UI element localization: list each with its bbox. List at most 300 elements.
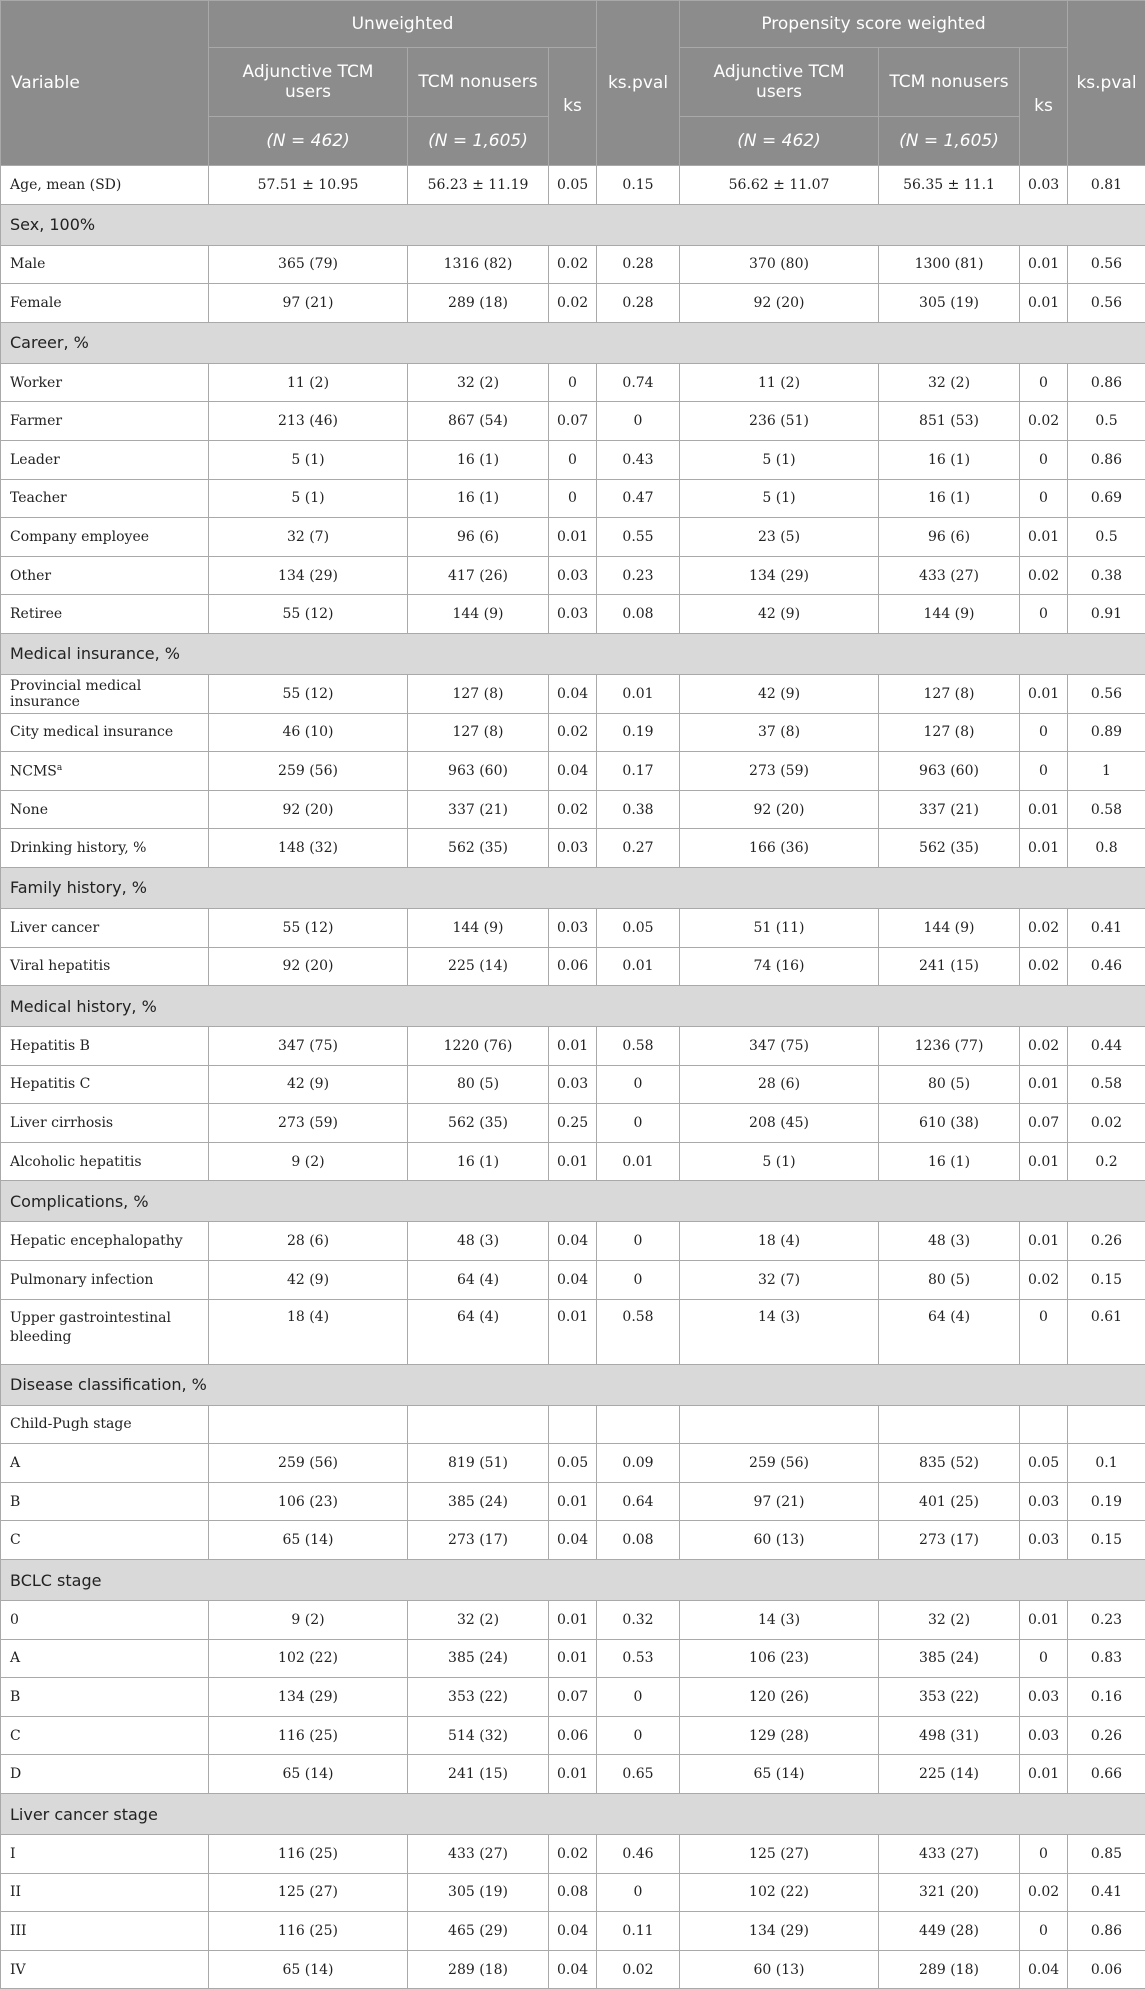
- cell-kspval-unweighted: 0.43: [597, 440, 680, 479]
- table-row: [1, 556, 1145, 595]
- cell-ks-weighted: 0.01: [1020, 674, 1068, 713]
- cell-kspval-weighted: 0.81: [1068, 166, 1145, 205]
- cell-users-weighted: 23 (5): [680, 518, 879, 557]
- table-row: [1, 1104, 1145, 1143]
- cell-kspval-weighted: 0.58: [1068, 1065, 1145, 1104]
- row-label: NCMS: [10, 763, 57, 779]
- cell-nonusers-unweighted: 289 (18): [408, 284, 549, 323]
- header-n-nonusers-weighted: (N = 1,605): [879, 117, 1020, 166]
- section-label: Disease classification, %: [1, 1364, 1145, 1405]
- row-label-cell: [1, 245, 209, 284]
- cell-kspval-unweighted: 0.32: [597, 1601, 680, 1640]
- cell-users-weighted: 92 (20): [680, 790, 879, 829]
- cell-ks-unweighted: 0.02: [549, 790, 597, 829]
- cell-nonusers-weighted: 401 (25): [879, 1482, 1020, 1521]
- cell-ks-unweighted: 0.01: [549, 1027, 597, 1066]
- cell-kspval-weighted: 0.56: [1068, 245, 1145, 284]
- row-label-cell: [1, 479, 209, 518]
- row-label: Alcoholic hepatitis: [10, 1154, 142, 1170]
- cell-nonusers-unweighted: 64 (4): [408, 1299, 549, 1364]
- row-label-cell: [1, 1027, 209, 1066]
- cell-nonusers-unweighted: 16 (1): [408, 1142, 549, 1181]
- cell-users-unweighted: 347 (75): [209, 1027, 408, 1066]
- cell-kspval-weighted: 0.41: [1068, 1873, 1145, 1912]
- cell-nonusers-weighted: 32 (2): [879, 363, 1020, 402]
- cell-ks-unweighted: 0.04: [549, 1261, 597, 1300]
- row-label-cell: [1, 440, 209, 479]
- cell-kspval-unweighted: 0.58: [597, 1027, 680, 1066]
- cell-nonusers-weighted: 385 (24): [879, 1639, 1020, 1678]
- table-row: [1, 1835, 1145, 1874]
- cell-ks-unweighted: 0.03: [549, 1065, 597, 1104]
- cell-kspval-unweighted: [597, 1405, 680, 1444]
- cell-kspval-unweighted: 0.05: [597, 908, 680, 947]
- table-row: [1, 829, 1145, 868]
- section-label: Sex, 100%: [1, 204, 1145, 245]
- cell-kspval-unweighted: 0: [597, 1873, 680, 1912]
- cell-ks-weighted: 0.03: [1020, 1482, 1068, 1521]
- row-label: Female: [10, 295, 62, 311]
- cell-users-unweighted: 102 (22): [209, 1639, 408, 1678]
- cell-nonusers-weighted: 851 (53): [879, 402, 1020, 441]
- cell-nonusers-unweighted: 241 (15): [408, 1755, 549, 1794]
- cell-nonusers-weighted: 80 (5): [879, 1261, 1020, 1300]
- row-label: Drinking history, %: [10, 840, 146, 856]
- cell-kspval-unweighted: 0.02: [597, 1950, 680, 1989]
- cell-users-weighted: 28 (6): [680, 1065, 879, 1104]
- cell-ks-weighted: 0.01: [1020, 1065, 1068, 1104]
- cell-ks-weighted: 0: [1020, 440, 1068, 479]
- cell-users-unweighted: 148 (32): [209, 829, 408, 868]
- table-row: [1, 1142, 1145, 1181]
- cell-ks-weighted: 0.02: [1020, 1027, 1068, 1066]
- section-row: [1, 986, 1145, 1027]
- section-label: BCLC stage: [1, 1560, 1145, 1601]
- cell-users-unweighted: 97 (21): [209, 284, 408, 323]
- row-label-cell: [1, 1716, 209, 1755]
- cell-kspval-weighted: 0.61: [1068, 1299, 1145, 1364]
- cell-nonusers-weighted: 1236 (77): [879, 1027, 1020, 1066]
- cell-kspval-weighted: 0.44: [1068, 1027, 1145, 1066]
- table-row: [1, 1873, 1145, 1912]
- cell-kspval-unweighted: 0.19: [597, 713, 680, 752]
- section-label: Family history, %: [1, 867, 1145, 908]
- cell-nonusers-weighted: 32 (2): [879, 1601, 1020, 1640]
- table-row: [1, 245, 1145, 284]
- section-label: Medical insurance, %: [1, 633, 1145, 674]
- cell-ks-unweighted: 0.06: [549, 947, 597, 986]
- cell-ks-unweighted: 0.04: [549, 1950, 597, 1989]
- row-label-cell: [1, 1521, 209, 1560]
- row-label: Retiree: [10, 606, 62, 622]
- row-label-cell: [1, 1222, 209, 1261]
- cell-ks-weighted: 0.01: [1020, 829, 1068, 868]
- cell-ks-unweighted: 0: [549, 440, 597, 479]
- cell-ks-unweighted: 0.01: [549, 1299, 597, 1364]
- row-label-cell: [1, 1142, 209, 1181]
- cell-kspval-weighted: 0.46: [1068, 947, 1145, 986]
- section-label: Liver cancer stage: [1, 1794, 1145, 1835]
- header-nonusers-unweighted: TCM nonusers: [408, 48, 549, 117]
- table-row: [1, 166, 1145, 205]
- cell-kspval-weighted: 0.1: [1068, 1444, 1145, 1483]
- cell-kspval-unweighted: 0.01: [597, 674, 680, 713]
- cell-kspval-unweighted: 0.08: [597, 595, 680, 634]
- cell-users-unweighted: [209, 1405, 408, 1444]
- cell-nonusers-unweighted: 127 (8): [408, 713, 549, 752]
- cell-nonusers-weighted: 56.35 ± 11.1: [879, 166, 1020, 205]
- cell-ks-unweighted: 0.08: [549, 1873, 597, 1912]
- cell-ks-weighted: 0.02: [1020, 1873, 1068, 1912]
- cell-kspval-weighted: 0.26: [1068, 1716, 1145, 1755]
- cell-users-weighted: [680, 1405, 879, 1444]
- row-label: I: [10, 1846, 16, 1862]
- cell-users-unweighted: 116 (25): [209, 1716, 408, 1755]
- cell-nonusers-unweighted: 32 (2): [408, 1601, 549, 1640]
- table-row: [1, 1716, 1145, 1755]
- table-row: [1, 1912, 1145, 1951]
- cell-ks-unweighted: 0: [549, 363, 597, 402]
- cell-ks-unweighted: 0.03: [549, 829, 597, 868]
- row-label-cell: [1, 1912, 209, 1951]
- row-label: None: [10, 802, 48, 818]
- cell-users-weighted: 208 (45): [680, 1104, 879, 1143]
- table-row: [1, 1261, 1145, 1300]
- section-row: [1, 204, 1145, 245]
- table-row: [1, 479, 1145, 518]
- cell-nonusers-unweighted: 96 (6): [408, 518, 549, 557]
- cell-users-unweighted: 116 (25): [209, 1835, 408, 1874]
- cell-nonusers-weighted: 562 (35): [879, 829, 1020, 868]
- cell-ks-unweighted: 0.04: [549, 1521, 597, 1560]
- cell-kspval-unweighted: 0: [597, 1104, 680, 1143]
- cell-ks-unweighted: [549, 1405, 597, 1444]
- cell-users-weighted: 125 (27): [680, 1835, 879, 1874]
- row-label-cell: [1, 1639, 209, 1678]
- cell-ks-weighted: 0.01: [1020, 245, 1068, 284]
- row-label-cell: [1, 1065, 209, 1104]
- cell-kspval-weighted: 0.86: [1068, 1912, 1145, 1951]
- row-label-cell: [1, 284, 209, 323]
- table-row: [1, 1405, 1145, 1444]
- cell-ks-unweighted: 0: [549, 479, 597, 518]
- table-row: [1, 1299, 1145, 1364]
- cell-users-weighted: 134 (29): [680, 556, 879, 595]
- cell-nonusers-weighted: 80 (5): [879, 1065, 1020, 1104]
- cell-users-weighted: 5 (1): [680, 440, 879, 479]
- cell-ks-weighted: 0: [1020, 595, 1068, 634]
- cell-kspval-unweighted: 0.58: [597, 1299, 680, 1364]
- cell-kspval-weighted: 0.16: [1068, 1678, 1145, 1717]
- cell-kspval-unweighted: 0: [597, 1678, 680, 1717]
- cell-nonusers-unweighted: 417 (26): [408, 556, 549, 595]
- row-label-cell: [1, 363, 209, 402]
- cell-nonusers-weighted: 144 (9): [879, 595, 1020, 634]
- cell-nonusers-weighted: 835 (52): [879, 1444, 1020, 1483]
- section-label: Career, %: [1, 322, 1145, 363]
- cell-nonusers-unweighted: 64 (4): [408, 1261, 549, 1300]
- row-label-cell: [1, 908, 209, 947]
- row-label-cell: [1, 1482, 209, 1521]
- row-label-cell: [1, 752, 209, 791]
- cell-ks-weighted: 0.01: [1020, 518, 1068, 557]
- cell-kspval-weighted: 0.5: [1068, 518, 1145, 557]
- cell-kspval-weighted: 0.69: [1068, 479, 1145, 518]
- table-row: [1, 1222, 1145, 1261]
- row-label: Liver cancer: [10, 920, 99, 936]
- row-label: 0: [10, 1612, 19, 1628]
- header-ks-unweighted: ks: [549, 48, 597, 166]
- header-kspval-unweighted: ks.pval: [597, 1, 680, 166]
- cell-nonusers-weighted: 127 (8): [879, 674, 1020, 713]
- cell-users-weighted: 102 (22): [680, 1873, 879, 1912]
- section-row: [1, 633, 1145, 674]
- cell-ks-unweighted: 0.04: [549, 674, 597, 713]
- cell-users-weighted: 32 (7): [680, 1261, 879, 1300]
- cell-nonusers-weighted: 16 (1): [879, 1142, 1020, 1181]
- table-row: [1, 1027, 1145, 1066]
- row-label-cell: [1, 1405, 209, 1444]
- cell-nonusers-unweighted: 225 (14): [408, 947, 549, 986]
- cell-kspval-unweighted: 0.01: [597, 1142, 680, 1181]
- row-label-cell: [1, 829, 209, 868]
- row-label: D: [10, 1766, 21, 1782]
- cell-ks-unweighted: 0.02: [549, 713, 597, 752]
- cell-users-weighted: 259 (56): [680, 1444, 879, 1483]
- cell-kspval-unweighted: 0: [597, 1065, 680, 1104]
- cell-users-unweighted: 55 (12): [209, 674, 408, 713]
- cell-users-unweighted: 9 (2): [209, 1142, 408, 1181]
- cell-kspval-unweighted: 0.23: [597, 556, 680, 595]
- header-weighted: Propensity score weighted: [680, 1, 1068, 48]
- cell-users-weighted: 18 (4): [680, 1222, 879, 1261]
- cell-kspval-weighted: 0.83: [1068, 1639, 1145, 1678]
- cell-users-unweighted: 273 (59): [209, 1104, 408, 1143]
- section-row: [1, 1364, 1145, 1405]
- cell-nonusers-unweighted: 273 (17): [408, 1521, 549, 1560]
- cell-ks-weighted: 0.03: [1020, 1521, 1068, 1560]
- cell-kspval-weighted: 0.86: [1068, 363, 1145, 402]
- cell-ks-weighted: 0.01: [1020, 1755, 1068, 1794]
- row-label: II: [10, 1884, 21, 1900]
- cell-kspval-unweighted: 0.28: [597, 245, 680, 284]
- row-label: B: [10, 1494, 20, 1510]
- cell-nonusers-unweighted: 144 (9): [408, 595, 549, 634]
- cell-kspval-weighted: 0.5: [1068, 402, 1145, 441]
- cell-kspval-weighted: 0.86: [1068, 440, 1145, 479]
- cell-ks-weighted: 0: [1020, 363, 1068, 402]
- cell-ks-unweighted: 0.01: [549, 1601, 597, 1640]
- footnote-marker: a: [57, 763, 62, 773]
- row-label: Hepatic encephalopathy: [10, 1233, 183, 1249]
- row-label-cell: [1, 1104, 209, 1143]
- cell-users-weighted: 37 (8): [680, 713, 879, 752]
- cell-nonusers-weighted: 1300 (81): [879, 245, 1020, 284]
- row-label: C: [10, 1532, 21, 1548]
- cell-kspval-weighted: 0.56: [1068, 674, 1145, 713]
- section-label: Complications, %: [1, 1181, 1145, 1222]
- cell-users-unweighted: 57.51 ± 10.95: [209, 166, 408, 205]
- cell-nonusers-weighted: 337 (21): [879, 790, 1020, 829]
- header-nonusers-weighted: TCM nonusers: [879, 48, 1020, 117]
- row-label-cell: [1, 713, 209, 752]
- row-label: City medical insurance: [10, 724, 173, 740]
- cell-ks-weighted: 0.03: [1020, 166, 1068, 205]
- cell-users-weighted: 92 (20): [680, 284, 879, 323]
- cell-nonusers-weighted: 305 (19): [879, 284, 1020, 323]
- cell-users-unweighted: 213 (46): [209, 402, 408, 441]
- row-label: Leader: [10, 452, 60, 468]
- table-row: [1, 440, 1145, 479]
- cell-users-unweighted: 65 (14): [209, 1950, 408, 1989]
- cell-ks-unweighted: 0.03: [549, 556, 597, 595]
- cell-ks-unweighted: 0.02: [549, 284, 597, 323]
- cell-kspval-weighted: 0.91: [1068, 595, 1145, 634]
- cell-kspval-weighted: 0.66: [1068, 1755, 1145, 1794]
- cell-users-weighted: 5 (1): [680, 479, 879, 518]
- cell-ks-weighted: 0.05: [1020, 1444, 1068, 1483]
- cell-users-weighted: 236 (51): [680, 402, 879, 441]
- row-label-cell: [1, 1678, 209, 1717]
- cell-kspval-weighted: 0.02: [1068, 1104, 1145, 1143]
- cell-kspval-unweighted: 0.47: [597, 479, 680, 518]
- cell-kspval-unweighted: 0.64: [597, 1482, 680, 1521]
- cell-users-weighted: 134 (29): [680, 1912, 879, 1951]
- cell-kspval-unweighted: 0.11: [597, 1912, 680, 1951]
- row-label: B: [10, 1689, 20, 1705]
- cell-kspval-unweighted: 0.28: [597, 284, 680, 323]
- cell-kspval-unweighted: 0: [597, 1716, 680, 1755]
- row-label: C: [10, 1728, 21, 1744]
- cell-nonusers-unweighted: 80 (5): [408, 1065, 549, 1104]
- cell-kspval-unweighted: 0.53: [597, 1639, 680, 1678]
- cell-ks-unweighted: 0.05: [549, 1444, 597, 1483]
- cell-ks-weighted: 0.07: [1020, 1104, 1068, 1143]
- cell-ks-unweighted: 0.02: [549, 1835, 597, 1874]
- cell-kspval-unweighted: 0: [597, 402, 680, 441]
- cell-ks-unweighted: 0.01: [549, 1142, 597, 1181]
- cell-nonusers-unweighted: 56.23 ± 11.19: [408, 166, 549, 205]
- cell-users-weighted: 273 (59): [680, 752, 879, 791]
- cell-kspval-weighted: 0.85: [1068, 1835, 1145, 1874]
- row-label: Worker: [10, 375, 62, 391]
- table-row: [1, 363, 1145, 402]
- cell-kspval-unweighted: 0.08: [597, 1521, 680, 1560]
- table-row: [1, 713, 1145, 752]
- cell-users-weighted: 14 (3): [680, 1299, 879, 1364]
- cell-nonusers-weighted: 433 (27): [879, 1835, 1020, 1874]
- cell-nonusers-weighted: 127 (8): [879, 713, 1020, 752]
- row-label-cell: [1, 1299, 209, 1364]
- cell-kspval-weighted: 0.06: [1068, 1950, 1145, 1989]
- cell-nonusers-unweighted: 144 (9): [408, 908, 549, 947]
- cell-nonusers-unweighted: [408, 1405, 549, 1444]
- cell-nonusers-unweighted: 819 (51): [408, 1444, 549, 1483]
- cell-kspval-weighted: 0.41: [1068, 908, 1145, 947]
- cell-users-weighted: 42 (9): [680, 595, 879, 634]
- cell-nonusers-weighted: 96 (6): [879, 518, 1020, 557]
- cell-kspval-weighted: 0.2: [1068, 1142, 1145, 1181]
- cell-users-unweighted: 5 (1): [209, 479, 408, 518]
- table-row: [1, 1482, 1145, 1521]
- cell-nonusers-weighted: 610 (38): [879, 1104, 1020, 1143]
- row-label-cell: [1, 947, 209, 986]
- cell-ks-weighted: 0.02: [1020, 556, 1068, 595]
- cell-ks-weighted: 0.02: [1020, 947, 1068, 986]
- cell-nonusers-unweighted: 465 (29): [408, 1912, 549, 1951]
- cell-users-unweighted: 28 (6): [209, 1222, 408, 1261]
- row-label: Company employee: [10, 529, 149, 545]
- cell-ks-weighted: 0.02: [1020, 908, 1068, 947]
- cell-ks-weighted: 0: [1020, 1835, 1068, 1874]
- row-label: Liver cirrhosis: [10, 1115, 113, 1131]
- cell-users-weighted: 51 (11): [680, 908, 879, 947]
- cell-ks-weighted: 0.01: [1020, 790, 1068, 829]
- row-label: Age, mean (SD): [10, 177, 121, 193]
- cell-kspval-unweighted: 0.46: [597, 1835, 680, 1874]
- cell-users-unweighted: 42 (9): [209, 1261, 408, 1300]
- cell-kspval-unweighted: 0.65: [597, 1755, 680, 1794]
- table-row: [1, 674, 1145, 713]
- table-row: [1, 1678, 1145, 1717]
- cell-kspval-unweighted: 0: [597, 1222, 680, 1261]
- cell-users-unweighted: 55 (12): [209, 908, 408, 947]
- cell-users-weighted: 11 (2): [680, 363, 879, 402]
- cell-users-weighted: 60 (13): [680, 1950, 879, 1989]
- cell-nonusers-weighted: 353 (22): [879, 1678, 1020, 1717]
- table-header: [1, 1, 1145, 166]
- row-label-cell: [1, 790, 209, 829]
- cell-ks-unweighted: 0.03: [549, 908, 597, 947]
- cell-kspval-weighted: [1068, 1405, 1145, 1444]
- table-row: [1, 1521, 1145, 1560]
- cell-nonusers-unweighted: 514 (32): [408, 1716, 549, 1755]
- cell-nonusers-unweighted: 433 (27): [408, 1835, 549, 1874]
- row-label-cell: [1, 1444, 209, 1483]
- section-row: [1, 1794, 1145, 1835]
- row-label: Provincial medical insurance: [10, 678, 141, 710]
- cell-users-unweighted: 92 (20): [209, 790, 408, 829]
- cell-ks-unweighted: 0.01: [549, 1482, 597, 1521]
- table-row: [1, 1065, 1145, 1104]
- cell-nonusers-weighted: 449 (28): [879, 1912, 1020, 1951]
- row-label-cell: [1, 166, 209, 205]
- header-n-users-unweighted: (N = 462): [209, 117, 408, 166]
- cell-ks-unweighted: 0.06: [549, 1716, 597, 1755]
- cell-users-weighted: 42 (9): [680, 674, 879, 713]
- section-label: Medical history, %: [1, 986, 1145, 1027]
- header-adjunctive-users-unweighted: Adjunctive TCM users: [209, 48, 408, 117]
- cell-kspval-unweighted: 0.38: [597, 790, 680, 829]
- cell-kspval-weighted: 0.89: [1068, 713, 1145, 752]
- row-label: Viral hepatitis: [10, 958, 110, 974]
- table-row: [1, 790, 1145, 829]
- row-label: Hepatitis B: [10, 1038, 90, 1054]
- cell-ks-unweighted: 0.07: [549, 1678, 597, 1717]
- header-unweighted: Unweighted: [209, 1, 597, 48]
- cell-ks-weighted: 0.02: [1020, 402, 1068, 441]
- cell-users-weighted: 56.62 ± 11.07: [680, 166, 879, 205]
- cell-users-unweighted: 9 (2): [209, 1601, 408, 1640]
- cell-kspval-weighted: 0.19: [1068, 1482, 1145, 1521]
- cell-users-unweighted: 365 (79): [209, 245, 408, 284]
- cell-kspval-unweighted: 0.74: [597, 363, 680, 402]
- cell-users-unweighted: 116 (25): [209, 1912, 408, 1951]
- cell-kspval-weighted: 1: [1068, 752, 1145, 791]
- row-label: Farmer: [10, 413, 62, 429]
- section-row: [1, 867, 1145, 908]
- cell-nonusers-unweighted: 385 (24): [408, 1482, 549, 1521]
